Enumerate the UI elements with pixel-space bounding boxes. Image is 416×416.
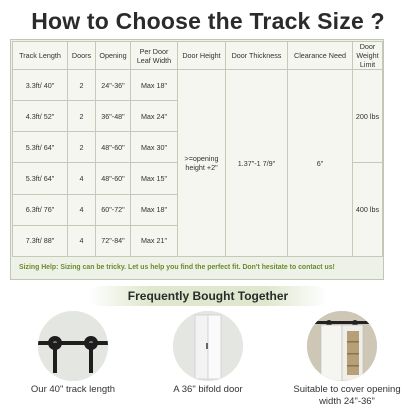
cell-leaf-width: Max 18": [131, 194, 178, 225]
track-size-table: [10, 39, 384, 280]
cell-track-length: 4.3ft/ 52": [13, 101, 68, 132]
cell-opening: 48"-60": [96, 132, 131, 163]
product-track[interactable]: [38, 311, 108, 381]
size-table: [12, 41, 383, 257]
product-track-caption: Our 40" track length: [30, 384, 116, 395]
cell-opening: 48"-60": [96, 163, 131, 194]
cell-clearance: 6": [288, 70, 353, 257]
frequently-bought-heading: Frequently Bought Together: [89, 286, 327, 306]
cell-door-thickness: 1.37"-1 7/9": [226, 70, 288, 257]
header-opening: Opening: [96, 42, 131, 70]
cell-leaf-width: Max 21": [131, 225, 178, 256]
installed-door-icon: [307, 311, 377, 381]
cell-track-length: 5.3ft/ 64": [13, 163, 68, 194]
cell-leaf-width: Max 30": [131, 132, 178, 163]
header-door-thickness: Door Thickness: [226, 42, 288, 70]
cell-doors: 2: [68, 70, 96, 101]
product-installed-caption: [282, 384, 412, 408]
page-title: How to Choose the Track Size ?: [31, 8, 385, 34]
cell-door-height: >=opening height +2": [178, 70, 226, 257]
product-bifold-door[interactable]: [173, 311, 243, 381]
cell-doors: 4: [68, 225, 96, 256]
cell-leaf-width: Max 15": [131, 163, 178, 194]
cell-opening: 36"-48": [96, 101, 131, 132]
header-leaf-width: Per Door Leaf Width: [131, 42, 178, 70]
cell-opening: 60"-72": [96, 194, 131, 225]
cell-doors: 2: [68, 101, 96, 132]
product-installed-door[interactable]: [307, 311, 377, 381]
table-header-row: [13, 42, 383, 70]
cell-track-length: 5.3ft/ 64": [13, 132, 68, 163]
cell-doors: 2: [68, 132, 96, 163]
cell-leaf-width: Max 24": [131, 101, 178, 132]
caption-line-1: Suitable to cover opening: [293, 384, 401, 395]
cell-track-length: 3.3ft/ 40": [13, 70, 68, 101]
header-track-length: Track Length: [13, 42, 68, 70]
cell-doors: 4: [68, 163, 96, 194]
cell-track-length: 7.3ft/ 88": [13, 225, 68, 256]
header-doors: Doors: [68, 42, 96, 70]
header-weight-limit: Door Weight Limit: [353, 42, 383, 70]
cell-opening: 72"-84": [96, 225, 131, 256]
bifold-door-icon: [173, 311, 243, 381]
sizing-help-text: Sizing Help: Sizing can be tricky. Let us help you find the perfect fit. Don't hesitate to contact us!: [19, 264, 335, 271]
cell-weight-limit-400: 400 lbs: [353, 163, 383, 257]
product-bifold-caption: A 36" bifold door: [173, 384, 243, 395]
table-row: [13, 70, 383, 101]
cell-track-length: 6.3ft/ 76": [13, 194, 68, 225]
caption-line-2: width 24"-36": [319, 396, 375, 407]
header-clearance: Clearance Need: [288, 42, 353, 70]
cell-leaf-width: Max 18": [131, 70, 178, 101]
cell-doors: 4: [68, 194, 96, 225]
cell-weight-limit-200: 200 lbs: [353, 70, 383, 163]
barn-door-track-icon: [38, 311, 108, 381]
header-door-height: Door Height: [178, 42, 226, 70]
cell-opening: 24"-36": [96, 70, 131, 101]
